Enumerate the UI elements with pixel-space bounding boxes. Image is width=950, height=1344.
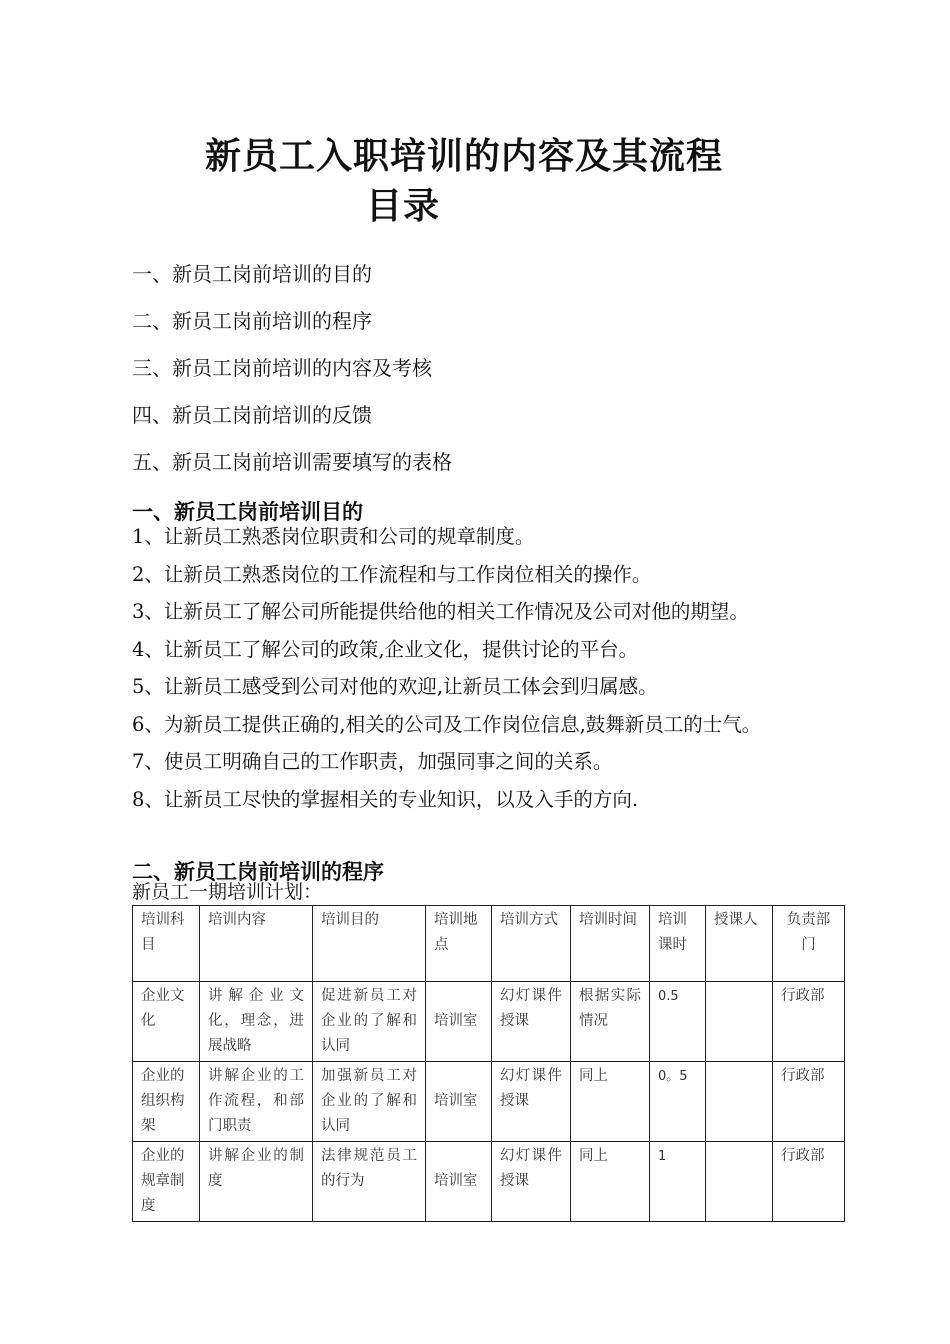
table-cell: 幻灯课件授课: [492, 982, 571, 1062]
toc-item: 四、新员工岗前培训的反馈: [132, 403, 372, 427]
table-cell: 培训室: [426, 1062, 492, 1142]
table-cell: 幻灯课件授课: [492, 1142, 571, 1222]
purpose-item: 5、让新员工感受到公司对他的欢迎,让新员工体会到归属感。: [132, 675, 658, 698]
toc-item: 一、新员工岗前培训的目的: [132, 262, 372, 286]
toc-heading: 目录: [365, 186, 440, 227]
toc-item: 五、新员工岗前培训需要填写的表格: [132, 450, 452, 474]
table-cell: 企业的组织构架: [133, 1062, 200, 1142]
header-cell: 培训课时: [650, 906, 706, 982]
table-cell: 1: [650, 1142, 706, 1222]
table-cell: [706, 1062, 773, 1142]
header-cell: 培训地点: [426, 906, 492, 982]
table-cell: 讲解企业文化，理念，进展战略: [200, 982, 313, 1062]
table-cell: 培训室: [426, 1142, 492, 1222]
table-cell: 加强新员工对企业的了解和认同: [313, 1062, 426, 1142]
table-cell: 培训室: [426, 982, 492, 1062]
table-cell: 0.5: [650, 982, 706, 1062]
purpose-item: 6、为新员工提供正确的,相关的公司及工作岗位信息,鼓舞新员工的士气。: [132, 712, 762, 736]
header-cell: 培训内容: [200, 906, 313, 982]
section-heading-purpose: 一、新员工岗前培训目的: [132, 500, 363, 524]
table-cell: 企业的规章制度: [133, 1142, 200, 1222]
purpose-item: 4、让新员工了解公司的政策,企业文化，提供讨论的平台。: [132, 637, 639, 661]
purpose-item: 7、使员工明确自己的工作职责，加强同事之间的关系。: [132, 750, 613, 773]
table-cell: [706, 1142, 773, 1222]
toc-item: 三、新员工岗前培训的内容及考核: [132, 356, 432, 380]
training-plan-caption: 新员工一期培训计划：: [132, 881, 323, 903]
table-cell: 行政部: [773, 1142, 845, 1222]
table-cell: 企业文化: [133, 982, 200, 1062]
header-cell: 负责部门: [773, 906, 845, 982]
purpose-item: 8、让新员工尽快的掌握相关的专业知识，以及入手的方向.: [132, 787, 639, 811]
header-cell: 培训方式: [492, 906, 571, 982]
header-cell: 授课人: [706, 906, 773, 982]
purpose-item: 3、让新员工了解公司所能提供给他的相关工作情况及公司对他的期望。: [132, 600, 749, 623]
table-cell: 同上: [571, 1062, 650, 1142]
table-cell: [706, 982, 773, 1062]
header-cell: 培训时间: [571, 906, 650, 982]
header-cell: 培训科目: [133, 906, 200, 982]
table-cell: 0。5: [650, 1062, 706, 1142]
table-of-contents: [132, 258, 452, 493]
purpose-item: 1、让新员工熟悉岗位职责和公司的规章制度。: [132, 525, 535, 548]
training-plan-table: [132, 905, 845, 1222]
table-header-row: [133, 906, 845, 982]
table-cell: 幻灯课件授课: [492, 1062, 571, 1142]
purpose-list: [132, 518, 842, 818]
table-cell: 讲解企业的制度: [200, 1142, 313, 1222]
table-cell: 行政部: [773, 1062, 845, 1142]
table-cell: 讲解企业的工作流程，和部门职责: [200, 1062, 313, 1142]
table-row: [133, 1142, 845, 1222]
table-cell: 根据实际情况: [571, 982, 650, 1062]
table-row: [133, 982, 845, 1062]
table-cell: 同上: [571, 1142, 650, 1222]
table-cell: 行政部: [773, 982, 845, 1062]
section-heading-procedure: 二、新员工岗前培训的程序: [132, 860, 384, 884]
table-cell: 促进新员工对企业的了解和认同: [313, 982, 426, 1062]
table-cell: 法律规范员工的行为: [313, 1142, 426, 1222]
document-title: 新员工入职培训的内容及其流程: [204, 136, 723, 177]
purpose-item: 2、让新员工熟悉岗位的工作流程和与工作岗位相关的操作。: [132, 562, 652, 586]
toc-item: 二、新员工岗前培训的程序: [132, 309, 372, 333]
header-cell: 培训目的: [313, 906, 426, 982]
table-row: [133, 1062, 845, 1142]
